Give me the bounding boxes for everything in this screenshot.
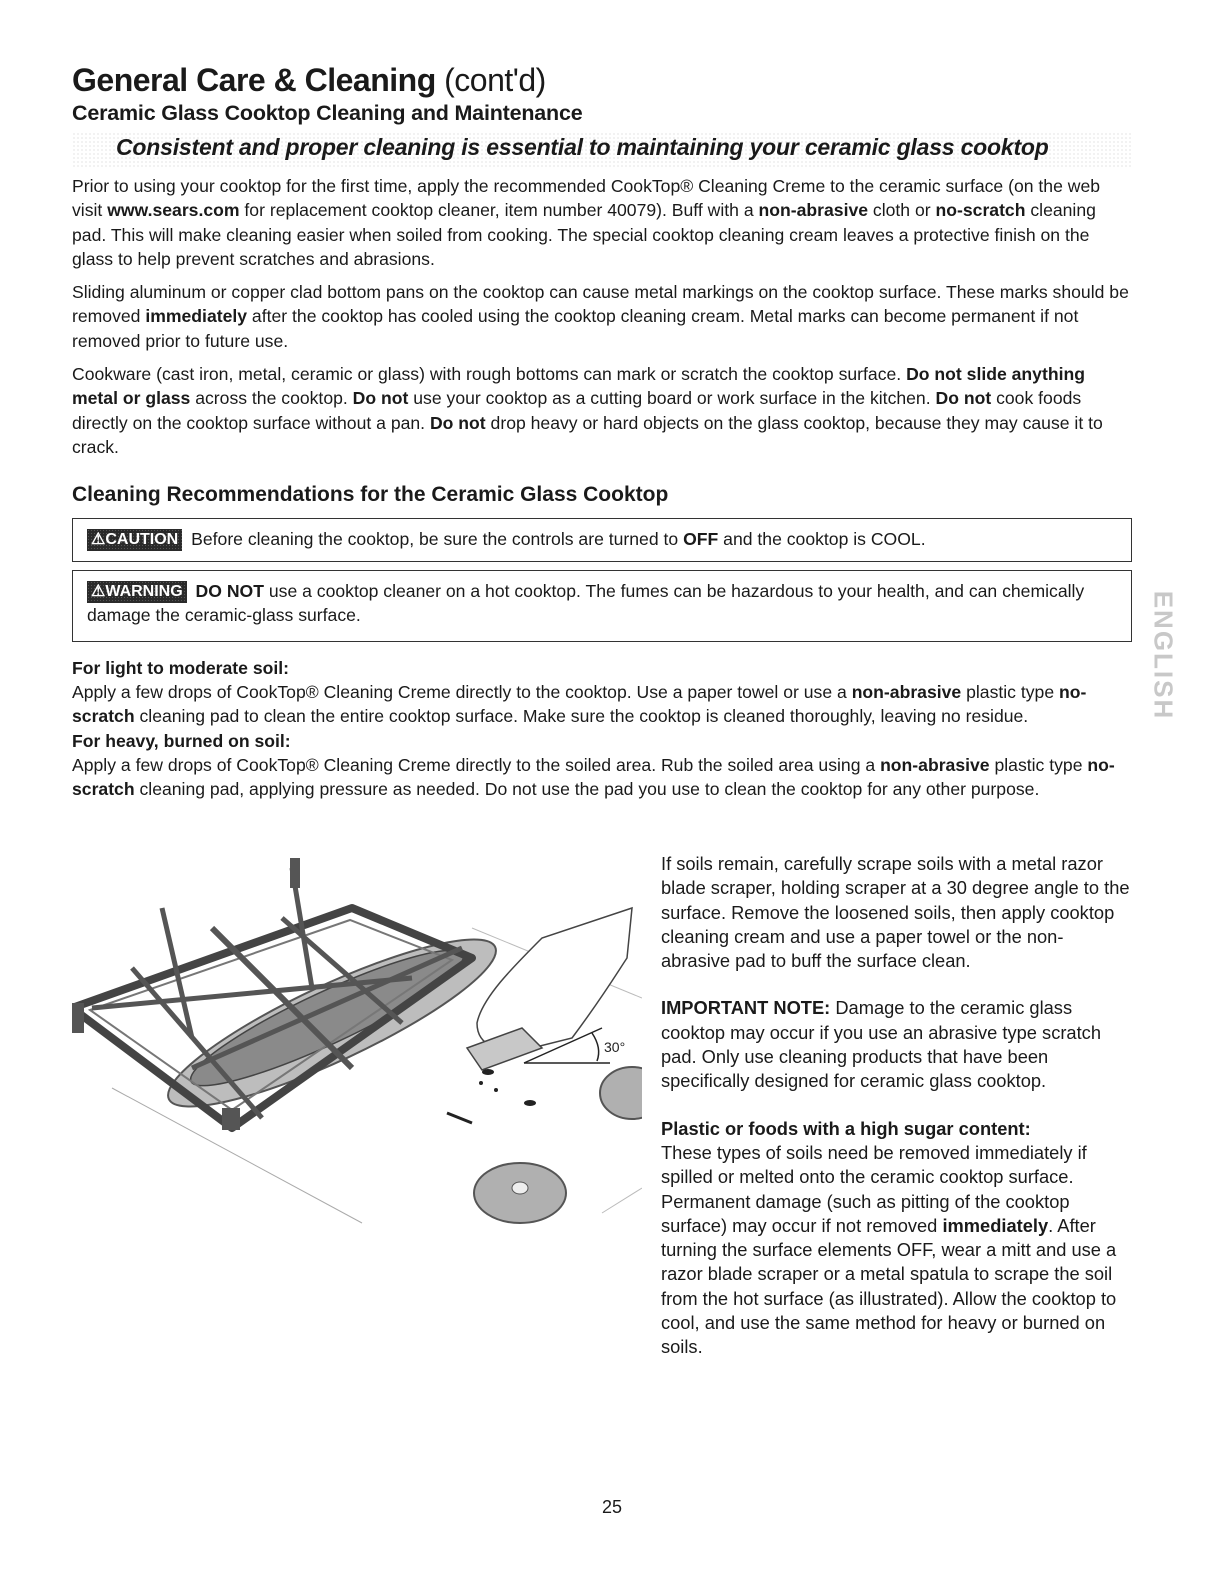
caution-box	[72, 518, 1132, 561]
sugar-text: These types of soils need be removed immediately if spilled or melted onto the ceramic cooktop surface. Permanent damage (such as pitting of the cooktop surface) may occur if not removed immediately. After turning the surface elements OFF, wear a mitt and use a razor blade scraper or a metal spatula to scrape the soil from the hot surface (as illustrated). Allow the cooktop to cool, and use the same method for heavy or burned on soils.	[661, 1141, 1117, 1358]
language-tab-label: ENGLISH	[1148, 590, 1179, 721]
page-content	[72, 62, 1132, 801]
intro-paragraph-1: Prior to using your cooktop for the first time, apply the recommended CookTop® Cleaning Creme to the ceramic surface (on the web visit www.sears.com for replacement cooktop cleaner, item number 40079). Buff with a non-abrasive cloth or no-scratch cleaning pad. This will make cleaning easier when soiled from cooking. The special cooktop cleaning cream leaves a protective finish on the glass to help prevent scratches and abrasions.	[72, 176, 1101, 269]
warning-box	[72, 570, 1132, 643]
language-tab	[1150, 588, 1182, 723]
page-title	[72, 62, 1132, 98]
warning-text: DO NOT use a cooktop cleaner on a hot cooktop. The fumes can be hazardous to your health, and can chemically damage the ceramic-glass surface.	[87, 580, 1085, 625]
title-contd: (cont'd)	[435, 62, 546, 98]
grate-illustration-icon	[72, 848, 642, 1228]
title-main: General Care & Cleaning	[72, 62, 436, 98]
section-subtitle: Ceramic Glass Cooktop Cleaning and Maintenance	[72, 101, 583, 125]
light-soil-heading: For light to moderate soil:	[72, 658, 289, 679]
page-number: 25	[601, 1497, 623, 1517]
cooktop-scraper-illustration	[72, 848, 642, 1228]
sugar-heading: Plastic or foods with a high sugar content:	[661, 1117, 1031, 1139]
heavy-soil-heading: For heavy, burned on soil:	[72, 730, 291, 751]
caution-badge: ⚠CAUTION	[87, 529, 182, 551]
warning-badge: ⚠WARNING	[87, 581, 187, 603]
scrape-instructions: If soils remain, carefully scrape soils with a metal razor blade scraper, holding scraper at a 30 degree angle to the surface. Remove the loosened soils, then apply cooktop cleaning cream and use a paper towel or the non-abrasive pad to buff the surface clean.	[661, 853, 1130, 972]
angle-label: 30°	[604, 1039, 626, 1055]
light-soil-text: Apply a few drops of CookTop® Cleaning Creme directly to the cooktop. Use a paper towel or use a non-abrasive plastic type no-scratch cleaning pad to clean the entire cooktop surface. Make sure the cooktop is cleaned thoroughly, leaving no residue.	[72, 682, 1087, 727]
intro-paragraph-3: Cookware (cast iron, metal, ceramic or glass) with rough bottoms can mark or scratch the cooktop surface. Do not slide anything metal or glass across the cooktop. Do not use your cooktop as a cutting board or work surface in the kitchen. Do not cook foods directly on the cooktop surface without a pan. Do not drop heavy or hard objects on the glass cooktop, because they may cause it to crack.	[72, 364, 1103, 457]
emphasis-banner	[72, 132, 1132, 168]
recommendations-heading: Cleaning Recommendations for the Ceramic Glass Cooktop	[72, 483, 669, 507]
important-note: IMPORTANT NOTE: Damage to the ceramic glass cooktop may occur if you use an abrasive type scratch pad. Only use cleaning products that have been specifically designed for ceramic glass cooktop.	[661, 997, 1101, 1092]
banner-text: Consistent and proper cleaning is essential to maintaining your ceramic glass cooktop	[116, 134, 1049, 160]
heavy-soil-text: Apply a few drops of CookTop® Cleaning Creme directly to the soiled area. Rub the soiled area using a non-abrasive plastic type no-scratch cleaning pad, applying pressure as needed. Do not use the pad you use to clean the cooktop for any other purpose.	[72, 754, 1115, 800]
caution-text: Before cleaning the cooktop, be sure the controls are turned to OFF and the cooktop is COOL.	[186, 529, 926, 550]
lower-section	[72, 848, 1132, 1368]
right-column	[661, 852, 1131, 1360]
intro-paragraph-2: Sliding aluminum or copper clad bottom pans on the cooktop can cause metal markings on the cooktop surface. These marks should be removed immediately after the cooktop has cooled using the cooktop cleaning cream. Metal marks can become permanent if not removed prior to future use.	[72, 282, 1129, 351]
